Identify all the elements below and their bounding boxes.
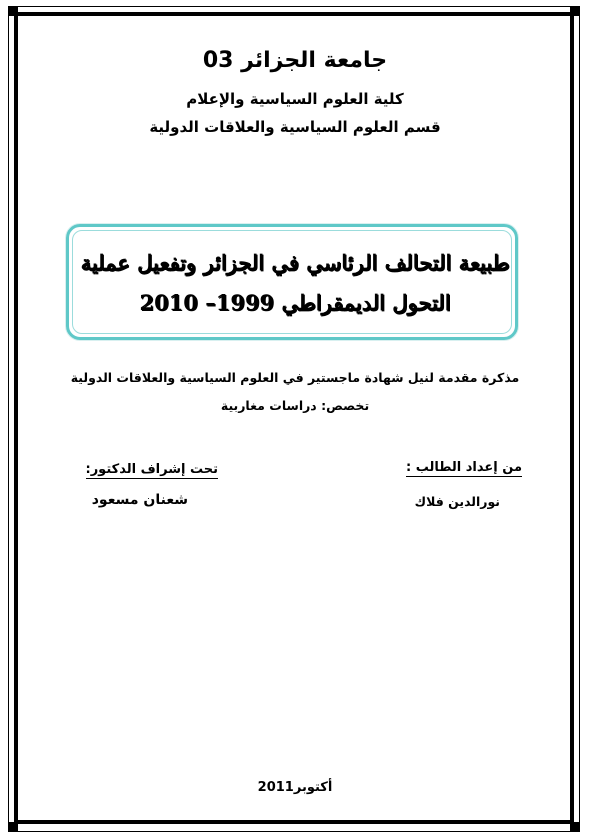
student-name: نورالدين فلاك bbox=[414, 494, 500, 509]
department-name: قسم العلوم السياسية والعلاقات الدولية bbox=[149, 118, 441, 136]
university-name: جامعة الجزائر 03 bbox=[202, 48, 388, 73]
title-frame-inner bbox=[72, 230, 512, 334]
supervisor-label: تحت إشراف الدكتور: bbox=[85, 462, 218, 477]
submission-date: أكتوبر2011 bbox=[257, 780, 333, 795]
faculty-name: كلية العلوم السياسية والإعلام bbox=[186, 90, 404, 108]
border-corner-bottom-left bbox=[8, 822, 18, 832]
border-corner-top-left bbox=[8, 6, 18, 16]
supervisor-name: شعنان مسعود bbox=[91, 492, 188, 508]
student-label: من إعداد الطالب : bbox=[405, 460, 522, 475]
thesis-title-line-2: التحول الديمقراطي 1999– 2010 bbox=[139, 290, 451, 315]
specialty: تخصص: دراسات مغاربية bbox=[220, 398, 370, 413]
memo-description: مذكرة مقدمة لنيل شهادة ماجستير في العلوم السياسية والعلاقات الدولية bbox=[70, 370, 520, 385]
border-corner-bottom-right bbox=[570, 822, 580, 832]
thesis-title-line-1: طبيعة التحالف الرئاسي في الجزائر وتفعيل عملية bbox=[80, 250, 510, 275]
border-corner-top-right bbox=[570, 6, 580, 16]
